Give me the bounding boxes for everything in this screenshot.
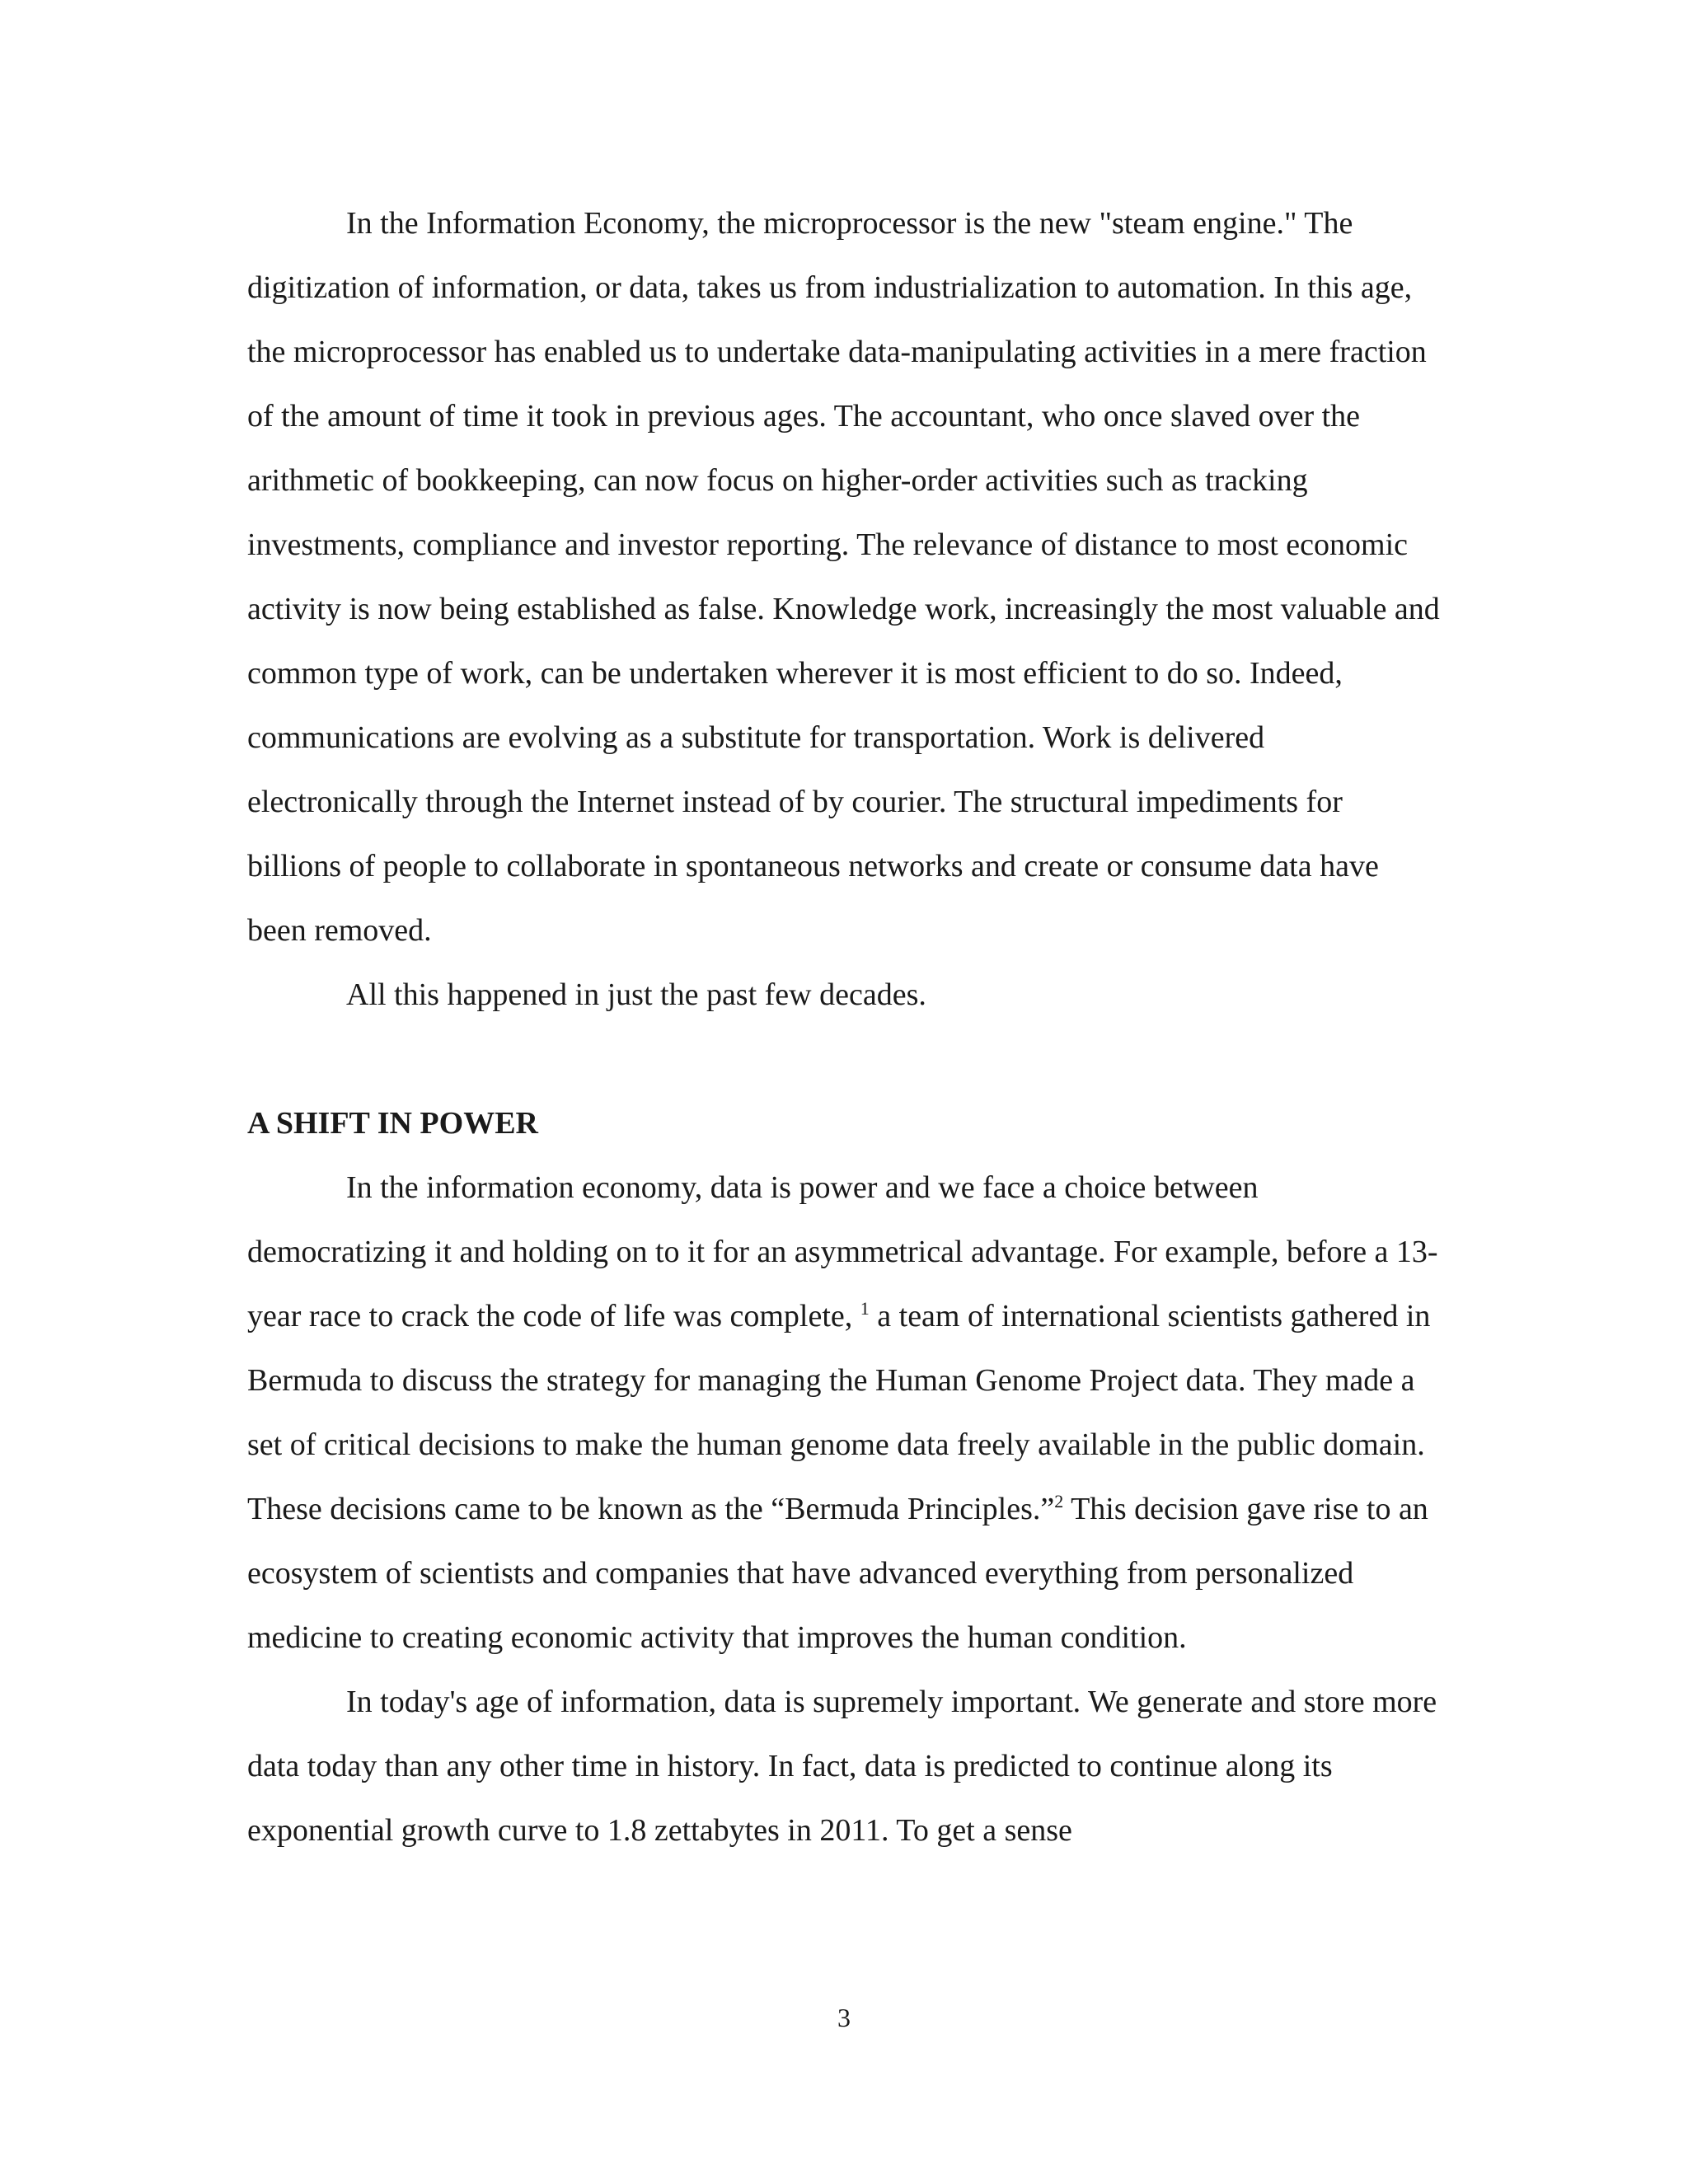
- paragraph-text-part-2: a team of international scientists gathered in Bermuda to discuss the strategy for managing the Human Genome Project data. They made a set of critical decisions to make the human genome data freely available in the public domain. These decisions came to be known as the “Bermuda Principles.”: [247, 1299, 1431, 1526]
- paragraph-text-part-1: In the information economy, data is power and we face a choice between democratizing it and holding on to it for an asymmetrical advantage. For example, before a 13-year race to crack the code of life was complete,: [247, 1170, 1438, 1333]
- body-text: [247, 191, 1442, 1863]
- paragraph-text-part-3: This decision gave rise to an ecosystem of scientists and companies that have advanced everything from personalized medicine to creating economic activity that improves the human condition.: [247, 1492, 1428, 1655]
- footnote-marker-1: 1: [860, 1298, 870, 1319]
- paragraph-information-economy: In the Information Economy, the microprocessor is the new "steam engine." The digitization of information, or data, takes us from industrialization to automation. In this age, the microprocessor has enabled us to undertake data-manipulating activities in a mere fraction of the amount of time it took in previous ages. The accountant, who once slaved over the arithmetic of bookkeeping, can now focus on higher-order activities such as tracking investments, compliance and investor reporting. The relevance of distance to most economic activity is now being established as false. Knowledge work, increasingly the most valuable and common type of work, can be undertaken wherever it is most efficient to do so. Indeed, communications are evolving as a substitute for transportation. Work is delivered electronically through the Internet instead of by courier. The structural impediments for billions of people to collaborate in spontaneous networks and create or consume data have been removed.: [247, 206, 1440, 948]
- paragraph-past-decades: All this happened in just the past few decades.: [346, 977, 926, 1012]
- paragraph-shift-in-power: [247, 1155, 1442, 1670]
- section-heading: A SHIFT IN POWER: [247, 1106, 538, 1141]
- footnote-marker-2: 2: [1054, 1491, 1064, 1511]
- page-number: 3: [837, 2003, 851, 2032]
- paragraph-age-of-information: In today's age of information, data is supremely important. We generate and store more data today than any other time in history. In fact, data is predicted to continue along its exponential growth curve to 1.8 zettabytes in 2011. To get a sense: [247, 1685, 1437, 1848]
